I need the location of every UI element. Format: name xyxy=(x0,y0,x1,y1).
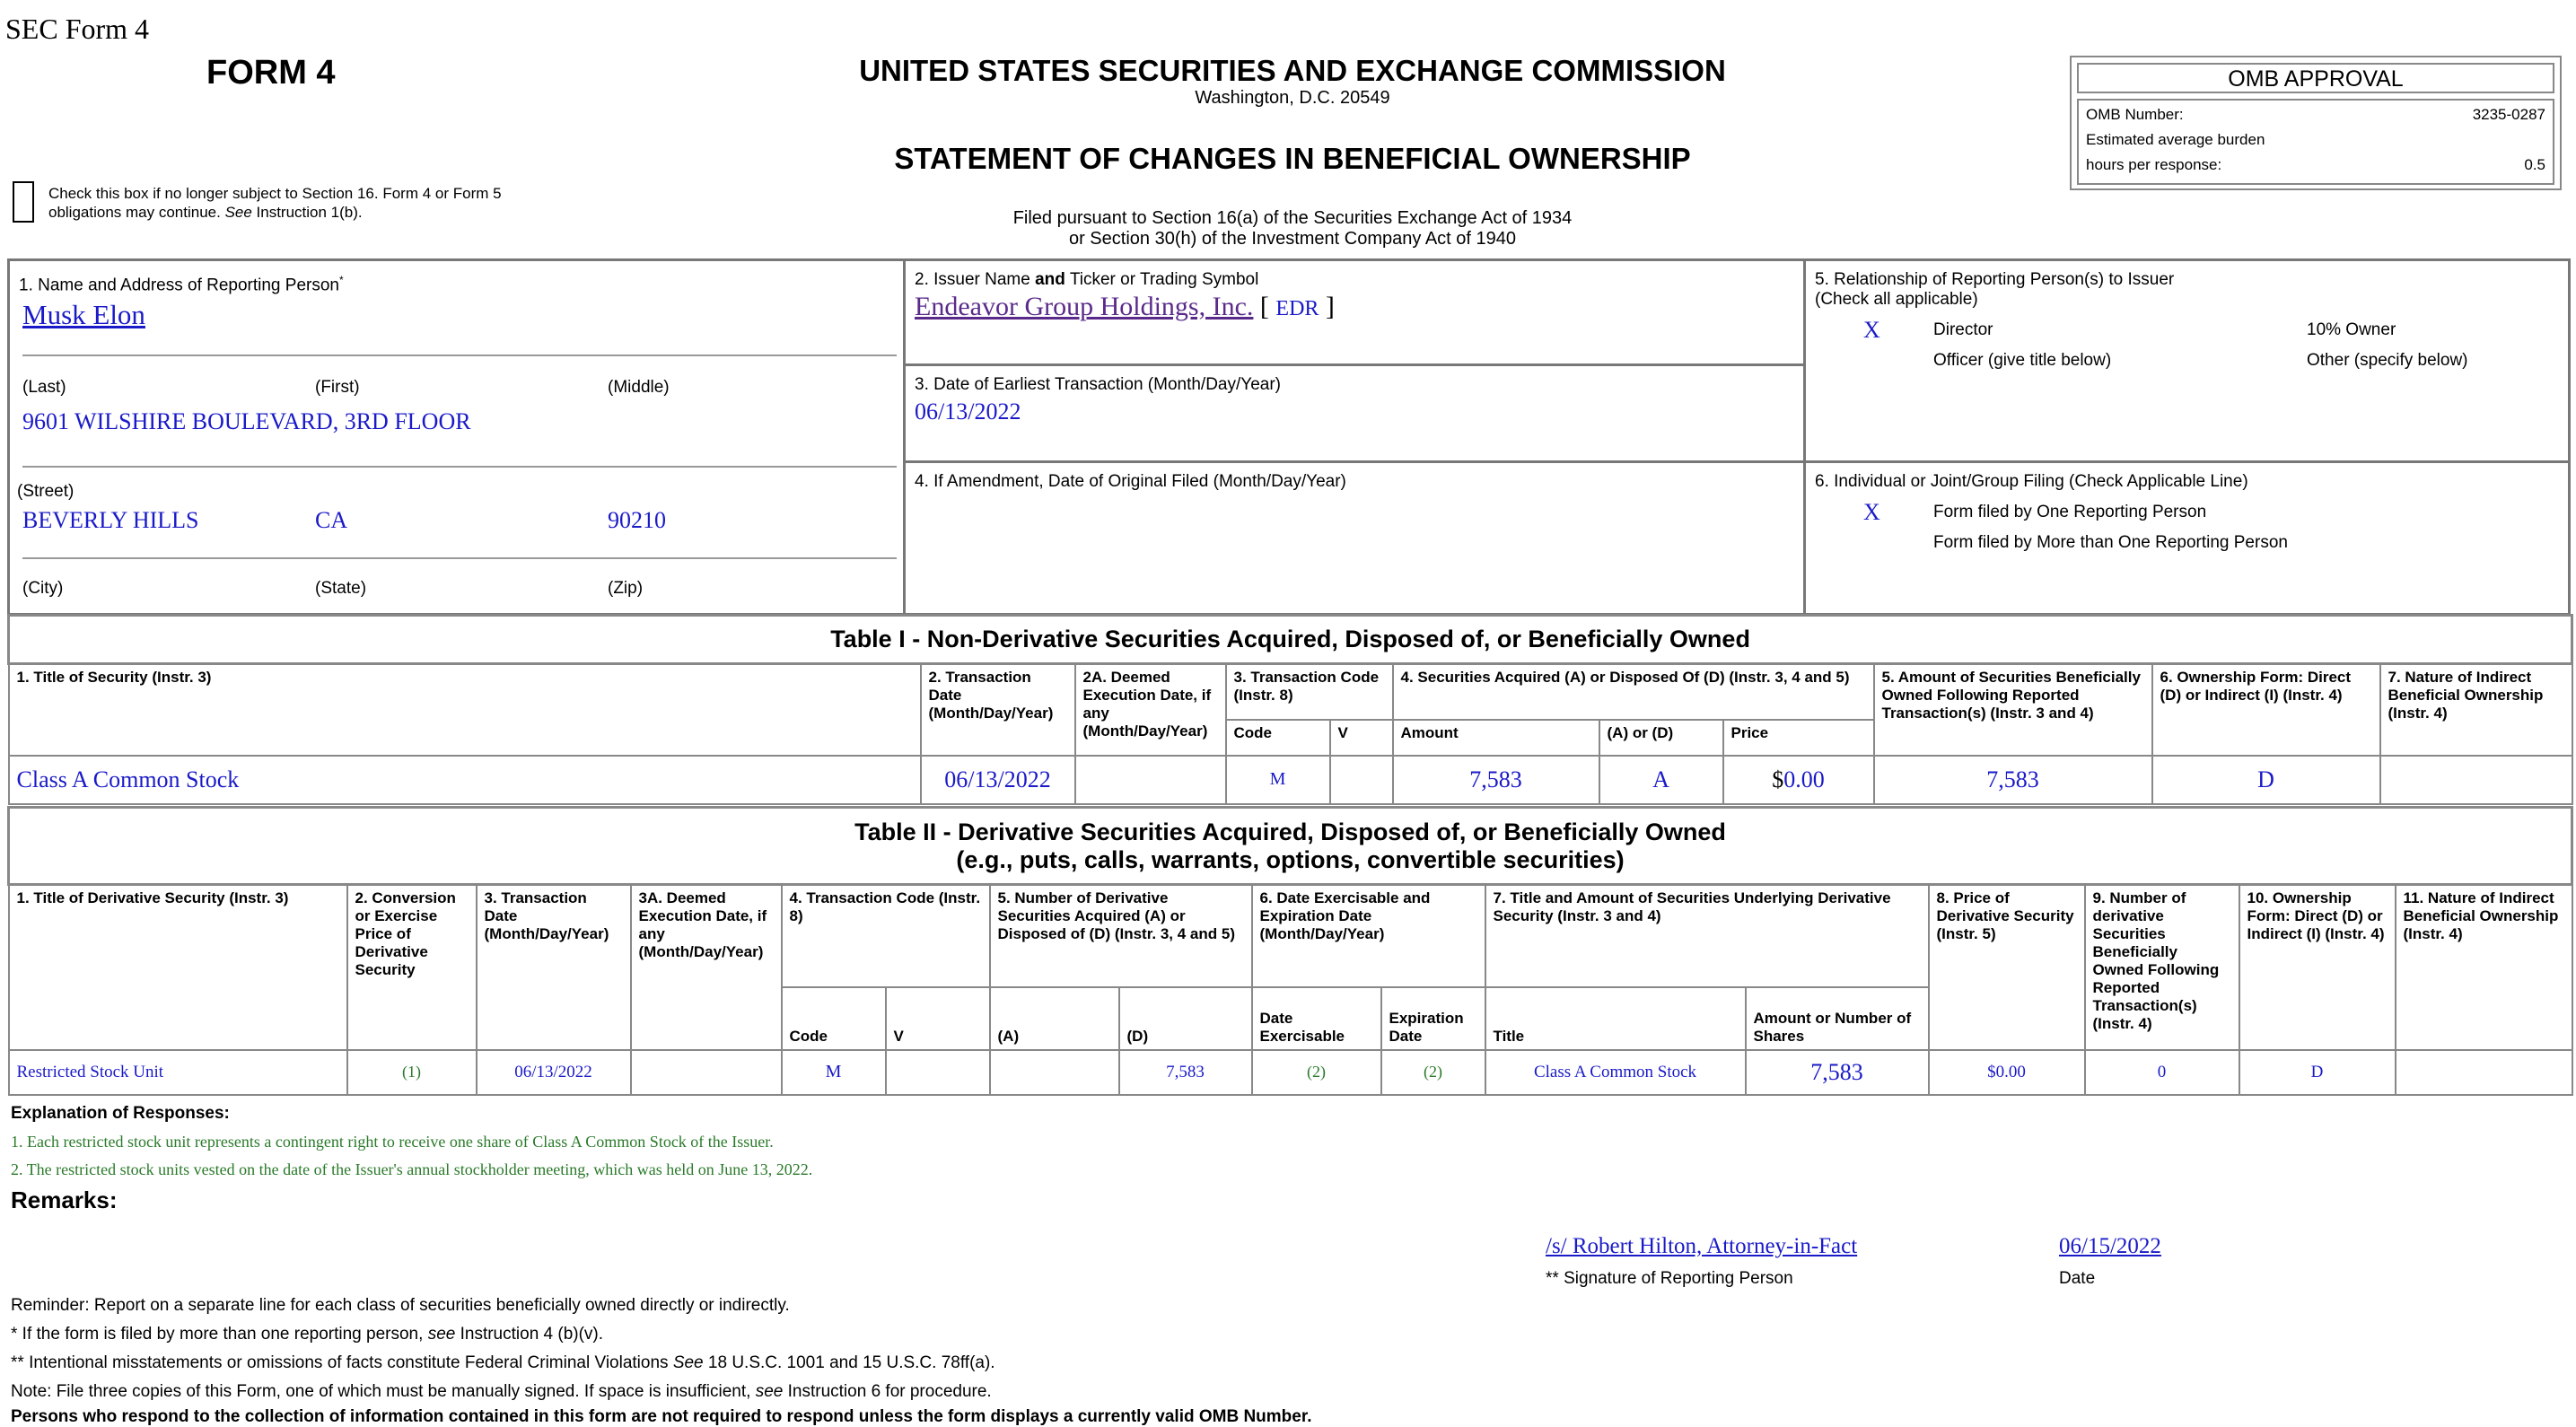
omb-details xyxy=(2077,99,2554,185)
t2-col-number-owned: 9. Number of derivative Securities Beneficially Owned Following Reported Transaction(s) (Instr. 4) xyxy=(2085,885,2239,1050)
t2-sub-v: V xyxy=(886,987,990,1050)
note-omb-validity: Persons who respond to the collection of information contained in this form are not required to respond unless the form displays a currently valid OMB Number. xyxy=(11,1407,1312,1426)
t2-col-ownership-form: 10. Ownership Form: Direct (D) or Indirect (I) (Instr. 4) xyxy=(2239,885,2396,1050)
bracket-open: [ xyxy=(1259,292,1269,321)
footnote-2: 2. The restricted stock units vested on the date of the Issuer's annual stockholder meeting, which was held on June 13, 2022. xyxy=(11,1160,813,1178)
agency-location: Washington, D.C. 20549 xyxy=(1195,88,1390,108)
t2-col-price: 8. Price of Derivative Security (Instr. 5) xyxy=(1929,885,2085,1050)
t2-col-transaction-date: 3. Transaction Date (Month/Day/Year) xyxy=(477,885,631,1050)
sec-form-label: SEC Form 4 xyxy=(5,13,150,45)
t1-deemed-date xyxy=(1075,756,1226,804)
t2-security-title: Restricted Stock Unit xyxy=(9,1050,347,1095)
state-label: (State) xyxy=(315,579,367,598)
other-label: Other (specify below) xyxy=(2307,351,2468,370)
t1-amount-owned: 7,583 xyxy=(1874,756,2152,804)
issuer-box xyxy=(903,258,1806,366)
t2-sub-code: Code xyxy=(782,987,886,1050)
t1-sub-v: V xyxy=(1330,720,1393,756)
t2-ownership-form: D xyxy=(2239,1050,2396,1095)
t1-sub-a-or-d: (A) or (D) xyxy=(1599,720,1723,756)
officer-label: Officer (give title below) xyxy=(1933,351,2112,370)
divider xyxy=(22,466,897,468)
t2-col-exercisable-expiration: 6. Date Exercisable and Expiration Date (Month/Day/Year) xyxy=(1252,885,1485,987)
t1-ownership-form: D xyxy=(2152,756,2380,804)
t2-code: M xyxy=(782,1050,886,1095)
reporting-person-name-link[interactable]: Musk Elon xyxy=(22,299,145,330)
t1-code: M xyxy=(1226,756,1330,804)
bracket-close: ] xyxy=(1325,292,1335,321)
table-row xyxy=(9,1050,2572,1095)
omb-title: OMB APPROVAL xyxy=(2077,63,2554,93)
filed-pursuant-line-1: Filed pursuant to Section 16(a) of the Securities Exchange Act of 1934 xyxy=(1012,208,1573,228)
relationship-box xyxy=(1803,258,2571,463)
t1-transaction-date: 06/13/2022 xyxy=(921,756,1075,804)
t1-security-title: Class A Common Stock xyxy=(9,756,921,804)
section16-checkbox-label: Check this box if no longer subject to Section 16. Form 4 or Form 5 obligations may continue. See Instruction 1(b). xyxy=(48,185,502,221)
t2-col-conversion-price: 2. Conversion or Exercise Price of Derivative Security xyxy=(347,885,477,1050)
divider xyxy=(22,557,897,559)
t2-col-nature: 11. Nature of Indirect Beneficial Ownership (Instr. 4) xyxy=(2396,885,2572,1050)
state-value: CA xyxy=(315,507,348,533)
statement-title: STATEMENT OF CHANGES IN BENEFICIAL OWNERSHIP xyxy=(894,142,1691,175)
t2-col-number-derivative: 5. Number of Derivative Securities Acquired (A) or Disposed of (D) (Instr. 3, 4 and 5) xyxy=(990,885,1252,987)
amendment-label: 4. If Amendment, Date of Original Filed (Month/Day/Year) xyxy=(915,472,1346,491)
t1-sub-amount: Amount xyxy=(1393,720,1599,756)
note-misstatements: ** Intentional misstatements or omissions of facts constitute Federal Criminal Violations See 18 U.S.C. 1001 and 15 U.S.C. 78ff(a). xyxy=(11,1353,995,1372)
t2-price: $0.00 xyxy=(1929,1050,2085,1095)
omb-hours-label: hours per response: xyxy=(2086,156,2222,173)
t1-sub-price: Price xyxy=(1723,720,1874,756)
filing-type-box xyxy=(1803,460,2571,616)
director-mark: X xyxy=(1863,317,1880,343)
t1-col-transaction-code: 3. Transaction Code (Instr. 8) xyxy=(1226,664,1393,720)
table-2-derivative xyxy=(7,806,2573,1096)
t2-underlying-amount: 7,583 xyxy=(1746,1050,1929,1095)
t2-acquired xyxy=(990,1050,1119,1095)
t2-number-owned: 0 xyxy=(2085,1050,2239,1095)
t1-col-title: 1. Title of Security (Instr. 3) xyxy=(9,664,921,756)
issuer-name-link[interactable]: Endeavor Group Holdings, Inc. xyxy=(915,292,1254,321)
omb-number-value: 3235-0287 xyxy=(2472,106,2545,123)
issuer-label: 2. Issuer Name and Ticker or Trading Symbol xyxy=(915,270,1259,289)
note-file-copies: Note: File three copies of this Form, one of which must be manually signed. If space is insufficient, see Instruction 6 for procedure. xyxy=(11,1382,992,1401)
section16-checkbox[interactable] xyxy=(13,181,34,223)
zip-label: (Zip) xyxy=(608,579,644,598)
t1-v xyxy=(1330,756,1393,804)
t2-sub-d: (D) xyxy=(1119,987,1252,1050)
note-multiple-persons: * If the form is filed by more than one reporting person, see Instruction 4 (b)(v). xyxy=(11,1325,604,1344)
signature-label: ** Signature of Reporting Person xyxy=(1546,1269,1793,1288)
t2-date-exercisable: (2) xyxy=(1252,1050,1381,1095)
t2-deemed-date xyxy=(631,1050,782,1095)
t2-conversion-price: (1) xyxy=(347,1050,477,1095)
explanation-heading: Explanation of Responses: xyxy=(11,1104,230,1123)
t1-col-ownership-form: 6. Ownership Form: Direct (D) or Indirect (I) (Instr. 4) xyxy=(2152,664,2380,756)
t1-col-transaction-date: 2. Transaction Date (Month/Day/Year) xyxy=(921,664,1075,756)
single-filer-mark: X xyxy=(1863,499,1880,525)
omb-number-label: OMB Number: xyxy=(2086,106,2184,123)
reporting-person-label: 1. Name and Address of Reporting Person* xyxy=(19,274,344,295)
t1-col-amount-owned: 5. Amount of Securities Beneficially Owned Following Reported Transaction(s) (Instr. 3 and 4) xyxy=(1874,664,2152,756)
t2-sub-expiration-date: Expiration Date xyxy=(1381,987,1485,1050)
signature-date-link[interactable]: 06/15/2022 xyxy=(2059,1234,2161,1258)
footnote-1: 1. Each restricted stock unit represents a contingent right to receive one share of Class A Common Stock of the Issuer. xyxy=(11,1133,774,1151)
table-1-non-derivative xyxy=(7,614,2573,805)
t1-a-or-d: A xyxy=(1599,756,1723,804)
first-label: (First) xyxy=(315,378,360,397)
t1-sub-code: Code xyxy=(1226,720,1330,756)
note-reminder: Reminder: Report on a separate line for each class of securities beneficially owned directly or indirectly. xyxy=(11,1296,790,1315)
amendment-box xyxy=(903,460,1806,616)
form-title: FORM 4 xyxy=(206,54,336,92)
signature-link[interactable]: /s/ Robert Hilton, Attorney-in-Fact xyxy=(1546,1234,1858,1258)
signature-date-label: Date xyxy=(2059,1269,2096,1288)
multiple-filer-label: Form filed by More than One Reporting Person xyxy=(1933,533,2288,552)
table-2-caption xyxy=(9,808,2572,885)
director-label: Director xyxy=(1933,320,1993,339)
filing-type-label: 6. Individual or Joint/Group Filing (Check Applicable Line) xyxy=(1815,472,2248,491)
issuer-name-row xyxy=(915,292,1335,322)
table-2-caption-line-1: Table II - Derivative Securities Acquired, Disposed of, or Beneficially Owned xyxy=(854,818,1726,845)
t2-v xyxy=(886,1050,990,1095)
divider xyxy=(22,355,897,356)
relationship-sublabel: (Check all applicable) xyxy=(1815,290,1978,309)
t2-sub-amount: Amount or Number of Shares xyxy=(1746,987,1929,1050)
reporting-person-box xyxy=(7,258,906,616)
t2-transaction-date: 06/13/2022 xyxy=(477,1050,631,1095)
t1-col-nature: 7. Nature of Indirect Beneficial Ownership (Instr. 4) xyxy=(2380,664,2572,756)
t2-col-transaction-code: 4. Transaction Code (Instr. 8) xyxy=(782,885,990,987)
city-value: BEVERLY HILLS xyxy=(22,507,199,533)
t2-expiration-date: (2) xyxy=(1381,1050,1485,1095)
t1-amount: 7,583 xyxy=(1393,756,1599,804)
earliest-transaction-label: 3. Date of Earliest Transaction (Month/Day/Year) xyxy=(915,375,1281,394)
t2-nature xyxy=(2396,1050,2572,1095)
t1-nature xyxy=(2380,756,2572,804)
t1-price: $0.00 xyxy=(1723,756,1874,804)
middle-label: (Middle) xyxy=(608,378,670,397)
table-2-caption-line-2: (e.g., puts, calls, warrants, options, convertible securities) xyxy=(956,845,1625,873)
filed-pursuant-line-2: or Section 30(h) of the Investment Company Act of 1940 xyxy=(1068,229,1517,249)
zip-value: 90210 xyxy=(608,507,666,533)
t2-sub-date-exercisable: Date Exercisable xyxy=(1252,987,1381,1050)
table-row xyxy=(9,756,2572,804)
agency-title: UNITED STATES SECURITIES AND EXCHANGE COMMISSION xyxy=(859,54,1726,87)
omb-burden-label: Estimated average burden xyxy=(2086,131,2265,148)
t2-sub-a: (A) xyxy=(990,987,1119,1050)
relationship-label: 5. Relationship of Reporting Person(s) to Issuer xyxy=(1815,270,2175,289)
ten-percent-owner-label: 10% Owner xyxy=(2307,320,2396,339)
earliest-transaction-date: 06/13/2022 xyxy=(915,398,1021,425)
t2-sub-title: Title xyxy=(1485,987,1746,1050)
t1-col-deemed-date: 2A. Deemed Execution Date, if any (Month/Day/Year) xyxy=(1075,664,1226,756)
t2-col-deemed-date: 3A. Deemed Execution Date, if any (Month/Day/Year) xyxy=(631,885,782,1050)
t1-col-securities-acquired: 4. Securities Acquired (A) or Disposed Of (D) (Instr. 3, 4 and 5) xyxy=(1393,664,1874,720)
table-1-caption: Table I - Non-Derivative Securities Acquired, Disposed of, or Beneficially Owned xyxy=(9,616,2572,664)
remarks-heading: Remarks: xyxy=(11,1186,118,1213)
earliest-transaction-box xyxy=(903,363,1806,463)
city-label: (City) xyxy=(22,579,64,598)
issuer-ticker: EDR xyxy=(1275,297,1319,320)
street-value: 9601 WILSHIRE BOULEVARD, 3RD FLOOR xyxy=(22,408,471,434)
last-label: (Last) xyxy=(22,378,66,397)
t2-col-underlying: 7. Title and Amount of Securities Underlying Derivative Security (Instr. 3 and 4) xyxy=(1485,885,1929,987)
street-label: (Street) xyxy=(17,482,74,501)
t2-underlying-title: Class A Common Stock xyxy=(1485,1050,1746,1095)
omb-hours-value: 0.5 xyxy=(2524,156,2545,173)
t2-disposed: 7,583 xyxy=(1119,1050,1252,1095)
t2-col-title: 1. Title of Derivative Security (Instr. 3) xyxy=(9,885,347,1050)
single-filer-label: Form filed by One Reporting Person xyxy=(1933,503,2207,521)
